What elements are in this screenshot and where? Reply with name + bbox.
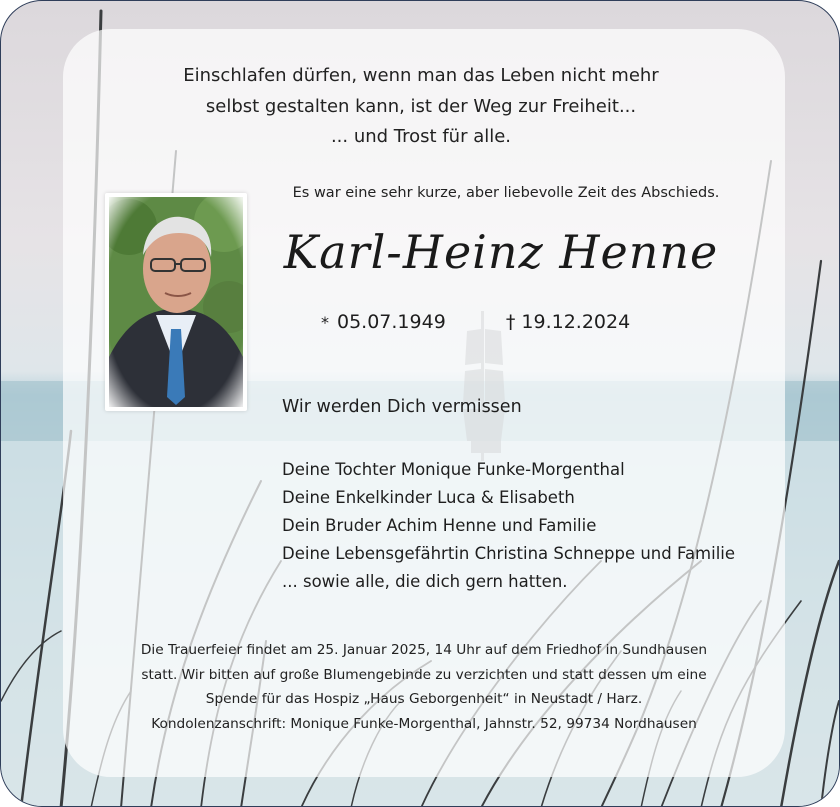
notice-line: Spende für das Hospiz „Haus Geborgenheit“ in Neustadt / Harz. [205, 691, 643, 707]
mourner-line: Deine Enkelkinder Luca & Elisabeth [282, 488, 575, 507]
mourner-line: Deine Lebensgefährtin Christina Schneppe und Familie [282, 544, 736, 563]
mourner-line: ... sowie alle, die dich gern hatten. [282, 572, 568, 591]
mourner-line: Dein Bruder Achim Henne und Familie [282, 516, 597, 535]
deceased-name: Karl-Heinz Henne [283, 225, 719, 279]
motto [111, 61, 731, 153]
mourner-line: Deine Tochter Monique Funke-Morgenthal [282, 460, 625, 479]
mourners-list [282, 456, 735, 596]
birth-symbol: * [321, 313, 329, 332]
life-dates [321, 311, 721, 333]
portrait-photo [105, 193, 247, 411]
motto-line: Einschlafen dürfen, wenn man das Leben nicht mehr [183, 65, 659, 86]
portrait-image [109, 197, 243, 407]
funeral-notice [96, 638, 752, 736]
notice-line: Kondolenzanschrift: Monique Funke-Morgenthal, Jahnstr. 52, 99734 Nordhausen [151, 715, 697, 732]
birth-date: 05.07.1949 [337, 311, 446, 333]
death-cross-icon: † [505, 311, 516, 333]
motto-line: selbst gestalten kann, ist der Weg zur Freiheit... [205, 95, 637, 117]
notice-line: statt. Wir bitten auf große Blumengebinde zu verzichten und statt dessen um eine [141, 666, 707, 683]
notice-line: Die Trauerfeier findet am 25. Januar 2025, 14 Uhr auf dem Friedhof in Sundhausen [140, 642, 708, 658]
farewell-subline: Es war eine sehr kurze, aber liebevolle Zeit des Abschieds. [292, 185, 720, 201]
miss-line: Wir werden Dich vermissen [282, 397, 522, 417]
death-date: 19.12.2024 [521, 311, 631, 333]
motto-line: ... und Trost für alle. [330, 126, 512, 147]
